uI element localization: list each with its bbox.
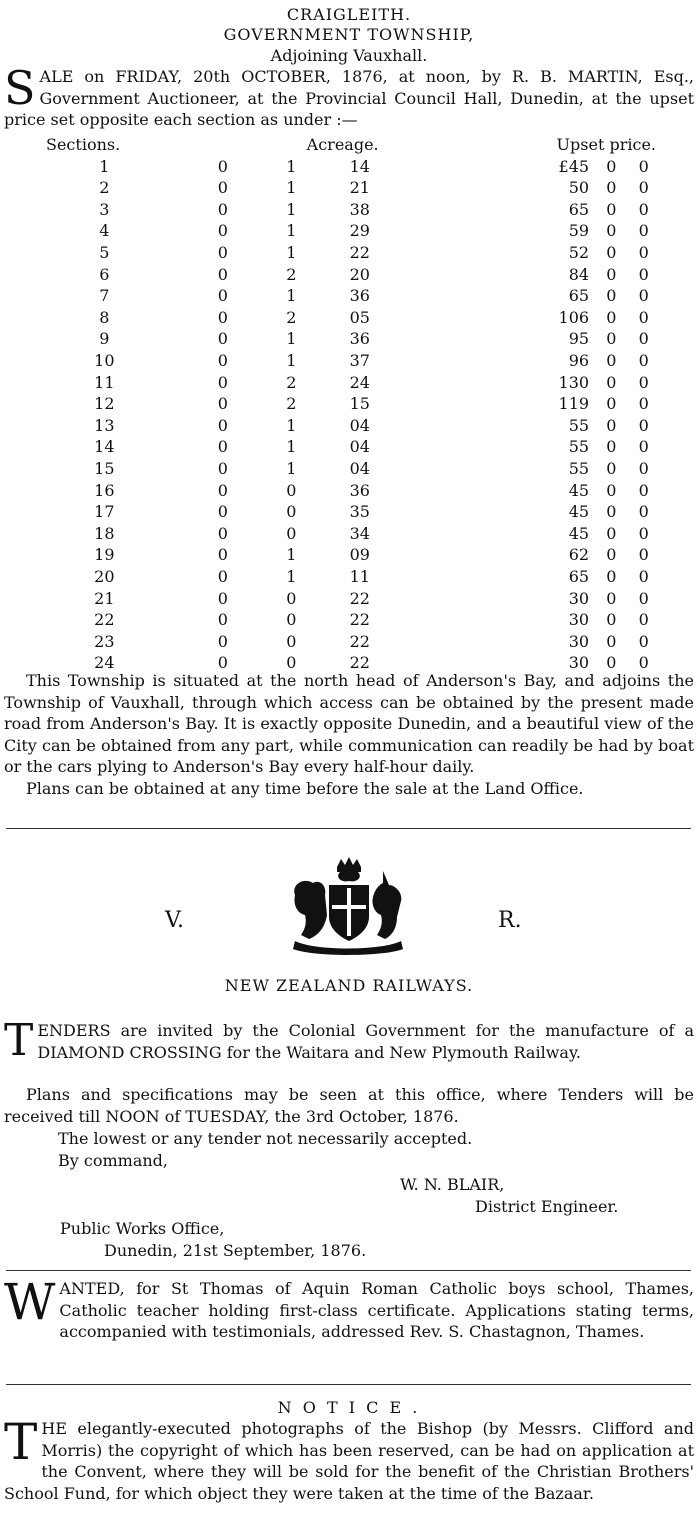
divider: [6, 1384, 691, 1385]
upset-price-pounds: 55: [568, 437, 590, 457]
upset-price-shillings: 0: [606, 243, 617, 263]
section-number: 21: [94, 588, 115, 608]
section-number: 9: [99, 329, 110, 349]
upset-price-shillings: 0: [606, 523, 617, 543]
upset-price-pounds: 106: [558, 307, 590, 327]
acreage-acres: 0: [217, 653, 228, 673]
acreage-acres: 0: [217, 588, 228, 608]
upset-price-pounds: 30: [568, 610, 590, 630]
acreage-roods: 1: [286, 329, 297, 349]
upset-price-shillings: 0: [606, 350, 617, 370]
acreage-acres: 0: [217, 394, 228, 414]
acreage-acres: 0: [217, 156, 228, 176]
section-row: [20, 264, 660, 286]
railways-para1: [4, 1015, 694, 1066]
section-number: 11: [94, 372, 115, 392]
section-row: [20, 523, 660, 545]
acreage-perches: 21: [349, 178, 370, 198]
vr-letter-left: V.: [165, 908, 185, 933]
upset-price-pence: 0: [638, 394, 649, 414]
upset-price-shillings: 0: [606, 610, 617, 630]
divider: [6, 828, 691, 829]
section-number: 17: [94, 502, 115, 522]
acreage-acres: 0: [217, 350, 228, 370]
upset-price-pounds: 30: [568, 631, 590, 651]
upset-price-pounds: £45: [558, 156, 590, 176]
acreage-acres: 0: [217, 221, 228, 241]
upset-price-pounds: 55: [568, 458, 590, 478]
upset-price-pence: 0: [638, 243, 649, 263]
upset-price-shillings: 0: [606, 458, 617, 478]
section-row: [20, 587, 660, 609]
upset-price-pounds: 96: [568, 350, 590, 370]
upset-price-pence: 0: [638, 610, 649, 630]
sections-header-row: [20, 134, 660, 156]
section-number: 7: [99, 286, 110, 306]
acreage-acres: 0: [217, 329, 228, 349]
upset-price-pence: 0: [638, 458, 649, 478]
acreage-acres: 0: [217, 307, 228, 327]
section-number: 16: [94, 480, 115, 500]
section-number: 8: [99, 307, 110, 327]
upset-price-pence: 0: [638, 415, 649, 435]
upset-price-pounds: 45: [568, 480, 590, 500]
upset-price-pence: 0: [638, 588, 649, 608]
acreage-roods: 0: [286, 653, 297, 673]
acreage-acres: 0: [217, 610, 228, 630]
upset-price-shillings: 0: [606, 221, 617, 241]
acreage-roods: 1: [286, 566, 297, 586]
acreage-roods: 1: [286, 415, 297, 435]
section-number: 20: [94, 566, 115, 586]
upset-price-pence: 0: [638, 221, 649, 241]
acreage-roods: 1: [286, 545, 297, 565]
acreage-acres: 0: [217, 415, 228, 435]
upset-price-pence: 0: [638, 307, 649, 327]
notice-dropcap: T: [4, 1413, 38, 1471]
acreage-acres: 0: [217, 243, 228, 263]
upset-price-pence: 0: [638, 502, 649, 522]
railways-date: Dunedin, 21st September, 1876.: [104, 1241, 367, 1260]
acreage-roods: 0: [286, 631, 297, 651]
upset-price-pence: 0: [638, 329, 649, 349]
column-gap: [394, 156, 513, 178]
section-number: 6: [99, 264, 110, 284]
upset-price-pounds: 59: [568, 221, 590, 241]
upset-price-pounds: 55: [568, 415, 590, 435]
upset-price-pence: 0: [638, 372, 649, 392]
acreage-roods: 0: [286, 523, 297, 543]
railways-signer-title: District Engineer.: [475, 1197, 619, 1216]
section-row: [20, 242, 660, 264]
upset-price-shillings: 0: [606, 588, 617, 608]
section-number: 19: [94, 545, 115, 565]
acreage-roods: 1: [286, 221, 297, 241]
upset-price-pence: 0: [638, 631, 649, 651]
upset-price-pence: 0: [638, 350, 649, 370]
column-gap: [394, 544, 513, 566]
section-row: [20, 393, 660, 415]
craigleith-intro-text: ALE on FRIDAY, 20th OCTOBER, 1876, at noon, by R. B. MARTIN, Esq., Government Auctioneer, at the Provincial Council Hall, Dunedin, at the upset price set opposite each section as under :—: [4, 67, 694, 129]
acreage-acres: 0: [217, 264, 228, 284]
upset-price-pence: 0: [638, 286, 649, 306]
upset-price-shillings: 0: [606, 545, 617, 565]
column-gap: [394, 587, 513, 609]
upset-price-pounds: 52: [568, 243, 590, 263]
acreage-roods: 2: [286, 264, 297, 284]
upset-price-shillings: 0: [606, 199, 617, 219]
railways-office: Public Works Office,: [60, 1219, 225, 1238]
upset-price-pence: 0: [638, 480, 649, 500]
section-row: [20, 415, 660, 437]
upset-price-pence: 0: [638, 156, 649, 176]
acreage-perches: 35: [349, 502, 370, 522]
acreage-acres: 0: [217, 178, 228, 198]
acreage-perches: 29: [349, 221, 370, 241]
column-gap: [394, 307, 513, 329]
craigleith-para2: Plans can be obtained at any time before the sale at the Land Office.: [26, 779, 584, 798]
upset-price-shillings: 0: [606, 502, 617, 522]
acreage-roods: 0: [286, 502, 297, 522]
acreage-roods: 0: [286, 588, 297, 608]
section-row: [20, 285, 660, 307]
railways-by-command: By command,: [58, 1151, 168, 1170]
upset-price-pounds: 50: [568, 178, 590, 198]
wanted-text: ANTED, for St Thomas of Aquin Roman Catholic boys school, Thames, Catholic teacher holding first-class certificate. Applications stating terms, accompanied with testimonials, addressed Rev. S. Chastagnon, Thames.: [59, 1279, 694, 1341]
section-row: [20, 609, 660, 631]
column-gap: [394, 436, 513, 458]
section-number: 24: [94, 653, 115, 673]
column-gap: [394, 350, 513, 372]
header-acreage: Acreage.: [306, 135, 379, 155]
acreage-perches: 36: [349, 286, 370, 306]
upset-price-shillings: 0: [606, 307, 617, 327]
acreage-perches: 04: [349, 458, 370, 478]
upset-price-shillings: 0: [606, 480, 617, 500]
section-number: 14: [94, 437, 115, 457]
column-gap: [394, 566, 513, 588]
upset-price-pounds: 65: [568, 286, 590, 306]
acreage-acres: 0: [217, 545, 228, 565]
notice-ad: [4, 1413, 694, 1504]
section-row: [20, 436, 660, 458]
acreage-acres: 0: [217, 199, 228, 219]
section-number: 18: [94, 523, 115, 543]
upset-price-shillings: 0: [606, 329, 617, 349]
acreage-perches: 04: [349, 415, 370, 435]
acreage-acres: 0: [217, 480, 228, 500]
acreage-perches: 14: [349, 156, 370, 176]
section-row: [20, 199, 660, 221]
vr-letter-right: R.: [498, 908, 522, 933]
section-row: [20, 458, 660, 480]
column-gap: [394, 631, 513, 653]
acreage-acres: 0: [217, 566, 228, 586]
railways-para2: Plans and specifications may be seen at this office, where Tenders will be received till NOON of TUESDAY, the 3rd October, 1876.: [4, 1085, 694, 1126]
railways-dropcap: T: [4, 1015, 34, 1066]
sections-table: [20, 134, 660, 674]
section-number: 13: [94, 415, 115, 435]
acreage-perches: 22: [349, 631, 370, 651]
upset-price-shillings: 0: [606, 156, 617, 176]
header-sections: Sections.: [46, 135, 121, 155]
column-gap: [394, 523, 513, 545]
column-gap: [394, 177, 513, 199]
column-gap: [394, 285, 513, 307]
upset-price-shillings: 0: [606, 653, 617, 673]
upset-price-pence: 0: [638, 545, 649, 565]
acreage-acres: 0: [217, 372, 228, 392]
section-row: [20, 156, 660, 178]
upset-price-pence: 0: [638, 523, 649, 543]
section-number: 23: [94, 631, 115, 651]
upset-price-shillings: 0: [606, 178, 617, 198]
upset-price-pounds: 65: [568, 566, 590, 586]
column-gap: [394, 480, 513, 502]
section-number: 5: [99, 243, 110, 263]
upset-price-shillings: 0: [606, 631, 617, 651]
upset-price-pounds: 119: [558, 394, 590, 414]
section-row: [20, 480, 660, 502]
wanted-dropcap: W: [4, 1273, 56, 1331]
acreage-perches: 37: [349, 350, 370, 370]
craigleith-para1: This Township is situated at the north head of Anderson's Bay, and adjoins the Township of Vauxhall, through which access can be obtained by the present made road from Anderson's Bay. It is exactly opposite Dunedin, and a beautiful view of the City can be obtained from any part, while communication can readily be had by boat or the cars plying to Anderson's Bay every half-hour daily.: [4, 671, 694, 776]
section-number: 12: [94, 394, 115, 414]
section-row: [20, 328, 660, 350]
acreage-acres: 0: [217, 458, 228, 478]
section-number: 15: [94, 458, 115, 478]
upset-price-pounds: 84: [568, 264, 590, 284]
section-number: 1: [99, 156, 110, 176]
acreage-roods: 1: [286, 178, 297, 198]
section-row: [20, 501, 660, 523]
acreage-roods: 1: [286, 199, 297, 219]
acreage-roods: 1: [286, 437, 297, 457]
acreage-roods: 1: [286, 286, 297, 306]
notice-text: HE elegantly-executed photographs of the Bishop (by Messrs. Clifford and Morris) the copyright of which has been reserved, can be had on application at the Convent, where they will be sold for the benefit of the Christian Brothers' School Fund, for which object they were taken at the time of the Bazaar.: [4, 1419, 694, 1503]
acreage-perches: 36: [349, 329, 370, 349]
section-number: 22: [94, 610, 115, 630]
upset-price-pence: 0: [638, 199, 649, 219]
upset-price-shillings: 0: [606, 372, 617, 392]
upset-price-shillings: 0: [606, 264, 617, 284]
upset-price-shillings: 0: [606, 566, 617, 586]
column-gap: [394, 393, 513, 415]
acreage-acres: 0: [217, 631, 228, 651]
craigleith-dropcap: S: [4, 61, 36, 115]
upset-price-pence: 0: [638, 566, 649, 586]
acreage-roods: 1: [286, 350, 297, 370]
acreage-perches: 22: [349, 243, 370, 263]
acreage-perches: 09: [349, 545, 370, 565]
section-row: [20, 307, 660, 329]
header-upset-price: Upset price.: [556, 135, 656, 155]
craigleith-title: CRAIGLEITH.: [286, 5, 412, 24]
acreage-perches: 11: [349, 566, 370, 586]
section-number: 2: [99, 178, 110, 198]
acreage-perches: 24: [349, 372, 370, 392]
acreage-perches: 34: [349, 523, 370, 543]
acreage-perches: 15: [349, 394, 370, 414]
upset-price-pence: 0: [638, 437, 649, 457]
upset-price-pence: 0: [638, 264, 649, 284]
railways-signer: W. N. BLAIR,: [400, 1175, 505, 1194]
upset-price-pounds: 62: [568, 545, 590, 565]
acreage-perches: 38: [349, 199, 370, 219]
acreage-roods: 0: [286, 610, 297, 630]
craigleith-adjoining: Adjoining Vauxhall.: [270, 46, 428, 65]
acreage-acres: 0: [217, 523, 228, 543]
royal-crest-icon: [285, 855, 410, 955]
column-gap: [394, 199, 513, 221]
section-row: [20, 372, 660, 394]
acreage-perches: 22: [349, 588, 370, 608]
acreage-roods: 2: [286, 372, 297, 392]
acreage-perches: 04: [349, 437, 370, 457]
upset-price-pence: 0: [638, 178, 649, 198]
acreage-acres: 0: [217, 502, 228, 522]
upset-price-pounds: 45: [568, 523, 590, 543]
acreage-roods: 1: [286, 243, 297, 263]
acreage-acres: 0: [217, 286, 228, 306]
column-gap: [394, 242, 513, 264]
column-gap: [394, 264, 513, 286]
railways-para3: The lowest or any tender not necessarily accepted.: [58, 1129, 473, 1148]
section-row: [20, 350, 660, 372]
section-row: [20, 631, 660, 653]
wanted-ad: [4, 1273, 694, 1343]
upset-price-pounds: 30: [568, 588, 590, 608]
upset-price-shillings: 0: [606, 415, 617, 435]
notice-title: N O T I C E .: [277, 1398, 421, 1417]
upset-price-shillings: 0: [606, 437, 617, 457]
acreage-roods: 1: [286, 156, 297, 176]
acreage-perches: 36: [349, 480, 370, 500]
upset-price-pounds: 65: [568, 199, 590, 219]
section-row: [20, 177, 660, 199]
upset-price-pounds: 30: [568, 653, 590, 673]
column-gap: [394, 501, 513, 523]
column-gap: [394, 415, 513, 437]
column-gap: [394, 328, 513, 350]
column-gap: [394, 220, 513, 242]
acreage-perches: 05: [349, 307, 370, 327]
column-gap: [394, 609, 513, 631]
craigleith-intro: [4, 61, 694, 131]
upset-price-pounds: 130: [558, 372, 590, 392]
section-number: 3: [99, 199, 110, 219]
acreage-roods: 2: [286, 307, 297, 327]
acreage-acres: 0: [217, 437, 228, 457]
acreage-roods: 1: [286, 458, 297, 478]
railways-title: NEW ZEALAND RAILWAYS.: [224, 976, 474, 995]
upset-price-pence: 0: [638, 653, 649, 673]
column-gap: [394, 458, 513, 480]
acreage-perches: 20: [349, 264, 370, 284]
acreage-perches: 22: [349, 653, 370, 673]
upset-price-shillings: 0: [606, 394, 617, 414]
upset-price-shillings: 0: [606, 286, 617, 306]
section-number: 4: [99, 221, 110, 241]
column-gap: [394, 372, 513, 394]
upset-price-pounds: 95: [568, 329, 590, 349]
section-row: [20, 544, 660, 566]
divider: [6, 1270, 691, 1271]
section-number: 10: [94, 350, 115, 370]
acreage-roods: 2: [286, 394, 297, 414]
craigleith-subtitle: GOVERNMENT TOWNSHIP,: [223, 25, 475, 44]
upset-price-pounds: 45: [568, 502, 590, 522]
acreage-roods: 0: [286, 480, 297, 500]
railways-para1-text: ENDERS are invited by the Colonial Government for the manufacture of a DIAMOND CROSSING for the Waitara and New Plymouth Railway.: [37, 1021, 694, 1062]
section-row: [20, 566, 660, 588]
acreage-perches: 22: [349, 610, 370, 630]
section-row: [20, 220, 660, 242]
